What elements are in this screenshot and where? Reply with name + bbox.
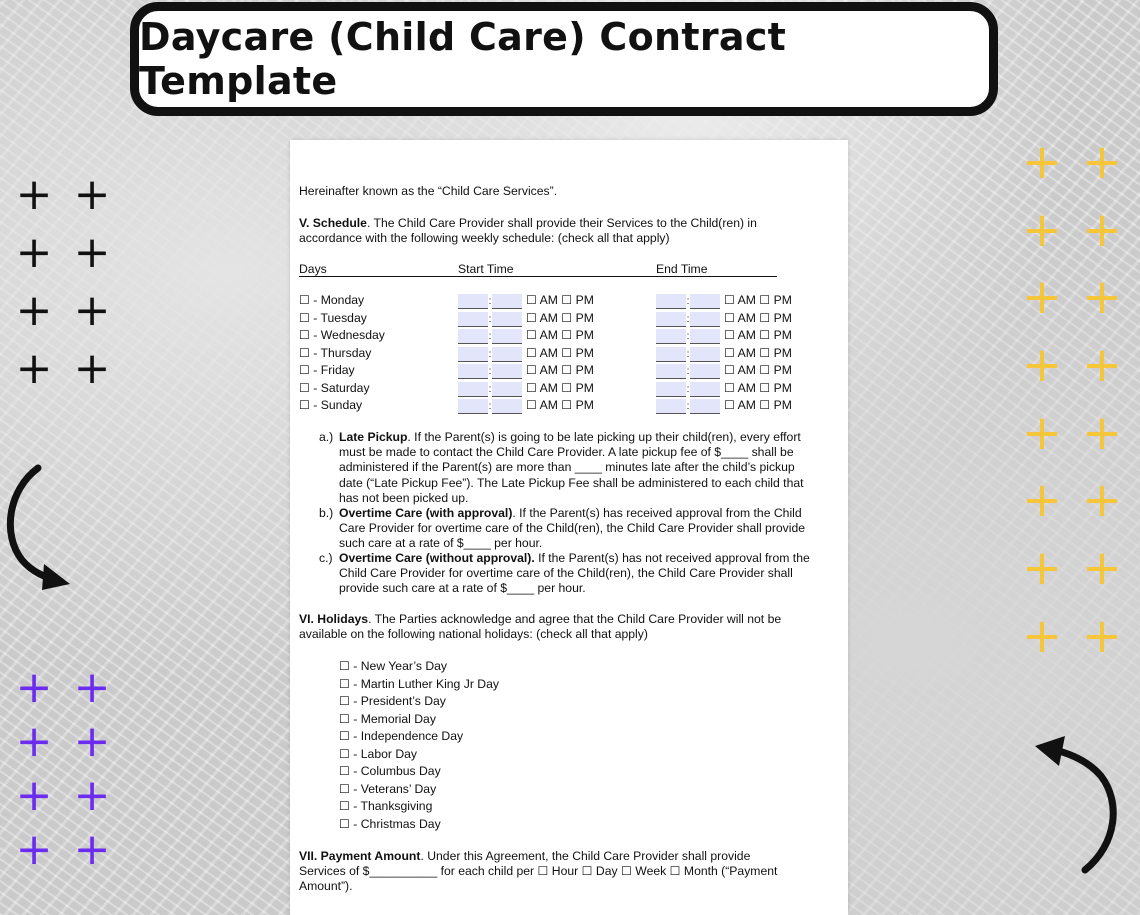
- day-checkbox[interactable]: ☐ - Sunday: [299, 398, 363, 412]
- day-checkbox[interactable]: ☐ - Tuesday: [299, 310, 367, 325]
- col-days: Days: [299, 262, 327, 276]
- section-text: . The Parties acknowledge and agree that the Child Care Provider will not be available on the following national holidays: (check all that apply): [299, 612, 782, 642]
- plus-icon: +: [1081, 336, 1123, 393]
- purple-plus-grid: [5, 660, 121, 876]
- clause-label: c.): [319, 551, 333, 565]
- plus-icon: +: [73, 823, 111, 875]
- plus-icon: +: [15, 226, 53, 278]
- plus-icon: +: [73, 342, 111, 394]
- clause-text: . If the Parent(s) has received approval from the Child Care Provider for overtime care of the Child(ren), the Child Care Provider shall provide such care at a rate of $____ per hour.: [339, 506, 806, 551]
- holiday-checkbox[interactable]: ☐ - Christmas Day: [339, 816, 441, 831]
- end-ampm-checkbox[interactable]: ☐ AM ☐ PM: [724, 328, 792, 342]
- plus-icon: +: [73, 715, 111, 767]
- plus-icon: +: [1081, 472, 1123, 529]
- plus-icon: +: [73, 661, 111, 713]
- end-time-field[interactable]: :: [656, 312, 720, 327]
- start-time-field[interactable]: :: [458, 399, 522, 414]
- schedule-row-wednesday: [299, 328, 819, 345]
- clause-heading: Overtime Care (with approval): [339, 506, 513, 520]
- holiday-checkbox[interactable]: ☐ - Columbus Day: [339, 764, 441, 778]
- section-schedule: [299, 216, 809, 246]
- end-time-field[interactable]: :: [656, 347, 720, 362]
- plus-icon: +: [1021, 607, 1063, 664]
- end-ampm-checkbox[interactable]: ☐ AM ☐ PM: [724, 310, 792, 325]
- plus-icon: +: [73, 284, 111, 336]
- plus-icon: +: [15, 715, 53, 767]
- schedule-row-monday: [299, 293, 819, 310]
- plus-icon: +: [1021, 133, 1063, 190]
- section-text: . The Child Care Provider shall provide their Services to the Child(ren) in accordance with the following weekly schedule: (check all that apply): [299, 216, 757, 246]
- plus-icon: +: [15, 168, 53, 220]
- plus-icon: +: [15, 823, 53, 875]
- clause-heading: Overtime Care (without approval).: [339, 551, 535, 565]
- schedule-header: [299, 262, 777, 277]
- start-ampm-checkbox[interactable]: ☐ AM ☐ PM: [526, 328, 594, 342]
- end-ampm-checkbox[interactable]: ☐ AM ☐ PM: [724, 398, 792, 412]
- curved-arrow-down-icon: [0, 460, 80, 595]
- curved-arrow-up-icon: [1025, 732, 1125, 877]
- page-title: Daycare (Child Care) Contract Template: [139, 15, 787, 103]
- holiday-checkbox[interactable]: ☐ - President’s Day: [339, 694, 446, 708]
- end-ampm-checkbox[interactable]: ☐ AM ☐ PM: [724, 380, 792, 395]
- plus-icon: +: [1081, 201, 1123, 258]
- day-checkbox[interactable]: ☐ - Saturday: [299, 380, 370, 395]
- schedule-row-sunday: [299, 398, 819, 415]
- day-checkbox[interactable]: ☐ - Monday: [299, 293, 365, 307]
- start-ampm-checkbox[interactable]: ☐ AM ☐ PM: [526, 310, 594, 325]
- start-ampm-checkbox[interactable]: ☐ AM ☐ PM: [526, 380, 594, 395]
- clause-heading: Late Pickup: [339, 430, 408, 444]
- plus-icon: +: [1021, 404, 1063, 461]
- section-payment: [299, 849, 799, 895]
- plus-icon: +: [1021, 269, 1063, 326]
- plus-icon: +: [1081, 269, 1123, 326]
- day-checkbox[interactable]: ☐ - Thursday: [299, 345, 372, 360]
- holiday-checkbox[interactable]: ☐ - Thanksgiving: [339, 799, 433, 813]
- holiday-checkbox[interactable]: ☐ - Martin Luther King Jr Day: [339, 676, 499, 691]
- plus-icon: +: [15, 284, 53, 336]
- plus-icon: +: [1021, 201, 1063, 258]
- day-checkbox[interactable]: ☐ - Friday: [299, 363, 355, 377]
- end-time-field[interactable]: :: [656, 329, 720, 344]
- clause-text: . If the Parent(s) is going to be late picking up their child(ren), every effort must be made to contact the Child Care Provider. A late pickup fee of $____ shall be administered if the Parent(s) are more than ____ minutes late after the child’s pickup date (“Late Pickup Fee”). The Late Pickup Fee shall be administered to each child that has not been picked up.: [339, 430, 804, 505]
- plus-icon: +: [1081, 133, 1123, 190]
- section-heading: VII. Payment Amount: [299, 849, 421, 863]
- holiday-checkbox[interactable]: ☐ - Memorial Day: [339, 711, 436, 726]
- contract-page: [290, 140, 848, 915]
- plus-icon: +: [1081, 404, 1123, 461]
- clause-late-pickup: [319, 430, 814, 506]
- day-checkbox[interactable]: ☐ - Wednesday: [299, 328, 385, 342]
- start-ampm-checkbox[interactable]: ☐ AM ☐ PM: [526, 345, 594, 360]
- end-ampm-checkbox[interactable]: ☐ AM ☐ PM: [724, 293, 792, 307]
- col-start-time: Start Time: [458, 262, 514, 276]
- schedule-row-saturday: [299, 381, 819, 398]
- clause-overtime-with-approval: [319, 506, 814, 552]
- holiday-checkbox[interactable]: ☐ - New Year’s Day: [339, 659, 448, 673]
- start-time-field[interactable]: :: [458, 329, 522, 344]
- clause-text: If the Parent(s) has not received approval from the Child Care Provider for overtime care of the Child(ren), the Child Care Provider shall provide such care at a rate of $____ per hour.: [339, 551, 810, 596]
- clause-label: a.): [319, 430, 334, 444]
- schedule-row-friday: [299, 363, 819, 380]
- intro-text: Hereinafter known as the “Child Care Services”.: [299, 184, 558, 198]
- start-time-field[interactable]: :: [458, 382, 522, 397]
- yellow-plus-grid: [1012, 128, 1132, 670]
- plus-icon: +: [73, 226, 111, 278]
- section-text: . Under this Agreement, the Child Care Provider shall provide Services of $__________ for each child per ☐ Hour ☐ Day ☐ Week ☐ Month (“Payment Amount”).: [299, 849, 778, 894]
- holiday-checkbox[interactable]: ☐ - Veterans’ Day: [339, 781, 437, 796]
- holiday-checkbox[interactable]: ☐ - Independence Day: [339, 729, 464, 743]
- plus-icon: +: [15, 769, 53, 821]
- plus-icon: +: [73, 168, 111, 220]
- start-ampm-checkbox[interactable]: ☐ AM ☐ PM: [526, 293, 594, 307]
- end-time-field[interactable]: :: [656, 382, 720, 397]
- section-holidays: [299, 612, 809, 642]
- title-banner: [130, 2, 998, 116]
- black-plus-grid: [5, 165, 121, 397]
- plus-icon: +: [1081, 607, 1123, 664]
- plus-icon: +: [1021, 539, 1063, 596]
- start-ampm-checkbox[interactable]: ☐ AM ☐ PM: [526, 398, 594, 412]
- start-time-field[interactable]: :: [458, 294, 522, 309]
- schedule-row-thursday: [299, 346, 819, 363]
- plus-icon: +: [1021, 472, 1063, 529]
- col-end-time: End Time: [656, 262, 708, 276]
- end-ampm-checkbox[interactable]: ☐ AM ☐ PM: [724, 363, 792, 377]
- start-time-field[interactable]: :: [458, 347, 522, 362]
- plus-icon: +: [73, 769, 111, 821]
- start-time-field[interactable]: :: [458, 364, 522, 379]
- clause-overtime-without-approval: [319, 551, 814, 597]
- section-heading: V. Schedule: [299, 216, 367, 230]
- end-time-field[interactable]: :: [656, 399, 720, 414]
- holiday-checkbox[interactable]: ☐ - Labor Day: [339, 746, 417, 761]
- start-time-field[interactable]: :: [458, 312, 522, 327]
- clause-label: b.): [319, 506, 334, 520]
- schedule-row-tuesday: [299, 311, 819, 328]
- end-time-field[interactable]: :: [656, 294, 720, 309]
- plus-icon: +: [1021, 336, 1063, 393]
- start-ampm-checkbox[interactable]: ☐ AM ☐ PM: [526, 363, 594, 377]
- end-ampm-checkbox[interactable]: ☐ AM ☐ PM: [724, 345, 792, 360]
- section-heading: VI. Holidays: [299, 612, 369, 626]
- plus-icon: +: [15, 661, 53, 713]
- plus-icon: +: [15, 342, 53, 394]
- end-time-field[interactable]: :: [656, 364, 720, 379]
- plus-icon: +: [1081, 539, 1123, 596]
